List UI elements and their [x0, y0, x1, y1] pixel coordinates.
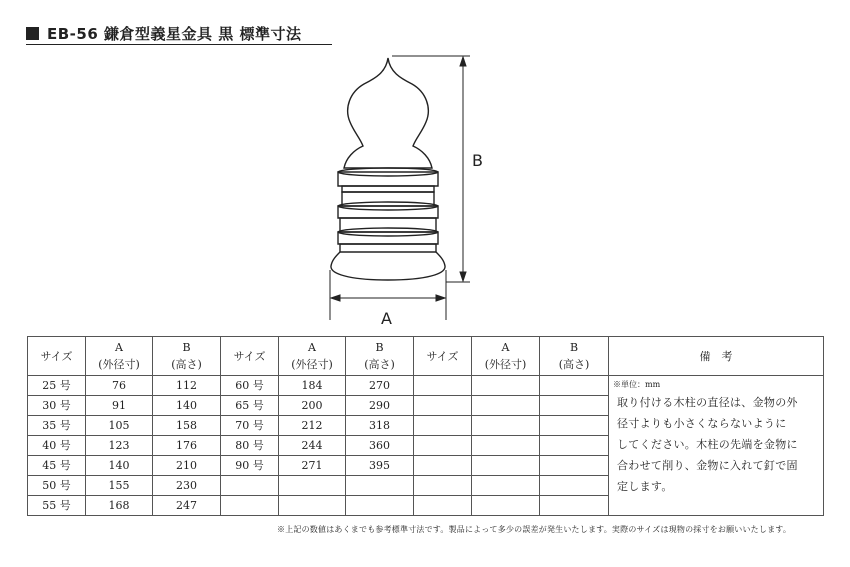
header-size-3: サイズ	[414, 337, 472, 376]
cell	[472, 376, 540, 396]
cell: 271	[279, 456, 346, 476]
header-b-2: B (高さ)	[346, 337, 414, 376]
cell	[472, 476, 540, 496]
cell	[540, 416, 609, 436]
label-b: B	[472, 151, 483, 170]
cell: 65 号	[221, 396, 279, 416]
remarks-line: してください。木柱の先端を金物に	[617, 438, 798, 451]
remarks-line: 定します。	[617, 480, 673, 493]
cell	[414, 456, 472, 476]
cell: 35 号	[28, 416, 86, 436]
cell: 270	[346, 376, 414, 396]
header-remarks: 備 考	[609, 337, 824, 376]
cell	[540, 436, 609, 456]
cell: 155	[86, 476, 153, 496]
cell: 158	[153, 416, 221, 436]
cell: 25 号	[28, 376, 86, 396]
cell: 140	[153, 396, 221, 416]
header-a-2: A (外径寸)	[279, 337, 346, 376]
cell: 50 号	[28, 476, 86, 496]
cell	[540, 396, 609, 416]
cell	[540, 456, 609, 476]
cell: 168	[86, 496, 153, 516]
header-a-3: A (外径寸)	[472, 337, 540, 376]
cell: 318	[346, 416, 414, 436]
cell: 70 号	[221, 416, 279, 436]
cell: 123	[86, 436, 153, 456]
title-text: EB-56 鎌倉型義星金具 黒 標準寸法	[47, 24, 302, 43]
cell: 290	[346, 396, 414, 416]
remarks-line: 合わせて削り、金物に入れて釘で固	[617, 459, 798, 472]
remarks-line: 取り付ける木柱の直径は、金物の外	[617, 396, 798, 409]
cell: 90 号	[221, 456, 279, 476]
header-size-2: サイズ	[221, 337, 279, 376]
cell: 230	[153, 476, 221, 496]
cell: 212	[279, 416, 346, 436]
cell	[414, 496, 472, 516]
cell: 30 号	[28, 396, 86, 416]
cell	[279, 476, 346, 496]
header-a-1: A (外径寸)	[86, 337, 153, 376]
cell	[540, 476, 609, 496]
header-b-1: B (高さ)	[153, 337, 221, 376]
cell	[472, 496, 540, 516]
cell	[346, 476, 414, 496]
label-a: A	[381, 309, 392, 328]
cell: 105	[86, 416, 153, 436]
cell: 91	[86, 396, 153, 416]
cell: 395	[346, 456, 414, 476]
table-row	[28, 376, 824, 396]
cell	[540, 376, 609, 396]
cell	[414, 376, 472, 396]
cell: 176	[153, 436, 221, 456]
cell	[472, 456, 540, 476]
cell: 184	[279, 376, 346, 396]
cell: 80 号	[221, 436, 279, 456]
dimension-b	[392, 56, 470, 282]
cell	[414, 416, 472, 436]
finial-outline	[331, 58, 445, 280]
cell	[221, 496, 279, 516]
cell	[279, 496, 346, 516]
remarks-cell	[609, 376, 824, 516]
cell	[414, 476, 472, 496]
cell	[221, 476, 279, 496]
cell: 55 号	[28, 496, 86, 516]
cell: 200	[279, 396, 346, 416]
header-b-3: B (高さ)	[540, 337, 609, 376]
cell: 60 号	[221, 376, 279, 396]
cell: 360	[346, 436, 414, 456]
cell: 112	[153, 376, 221, 396]
cell	[472, 436, 540, 456]
cell	[472, 396, 540, 416]
remarks-line: 径寸よりも小さくならないように	[617, 417, 787, 430]
cell: 140	[86, 456, 153, 476]
cell	[346, 496, 414, 516]
remarks-unit: ※単位：mm	[613, 380, 661, 389]
header-size-1: サイズ	[28, 337, 86, 376]
cell	[540, 496, 609, 516]
cell: 45 号	[28, 456, 86, 476]
cell: 76	[86, 376, 153, 396]
cell: 247	[153, 496, 221, 516]
cell: 244	[279, 436, 346, 456]
cell: 210	[153, 456, 221, 476]
footnote: ※上記の数値はあくまでも参考標準寸法です。製品によって多少の誤差が発生いたします。実際のサイズは現物の採寸をお願いいたします。	[277, 525, 792, 534]
cell	[472, 416, 540, 436]
dimension-table	[27, 336, 824, 516]
cell	[414, 396, 472, 416]
cell: 40 号	[28, 436, 86, 456]
table-header-row	[28, 337, 824, 376]
cell	[414, 436, 472, 456]
